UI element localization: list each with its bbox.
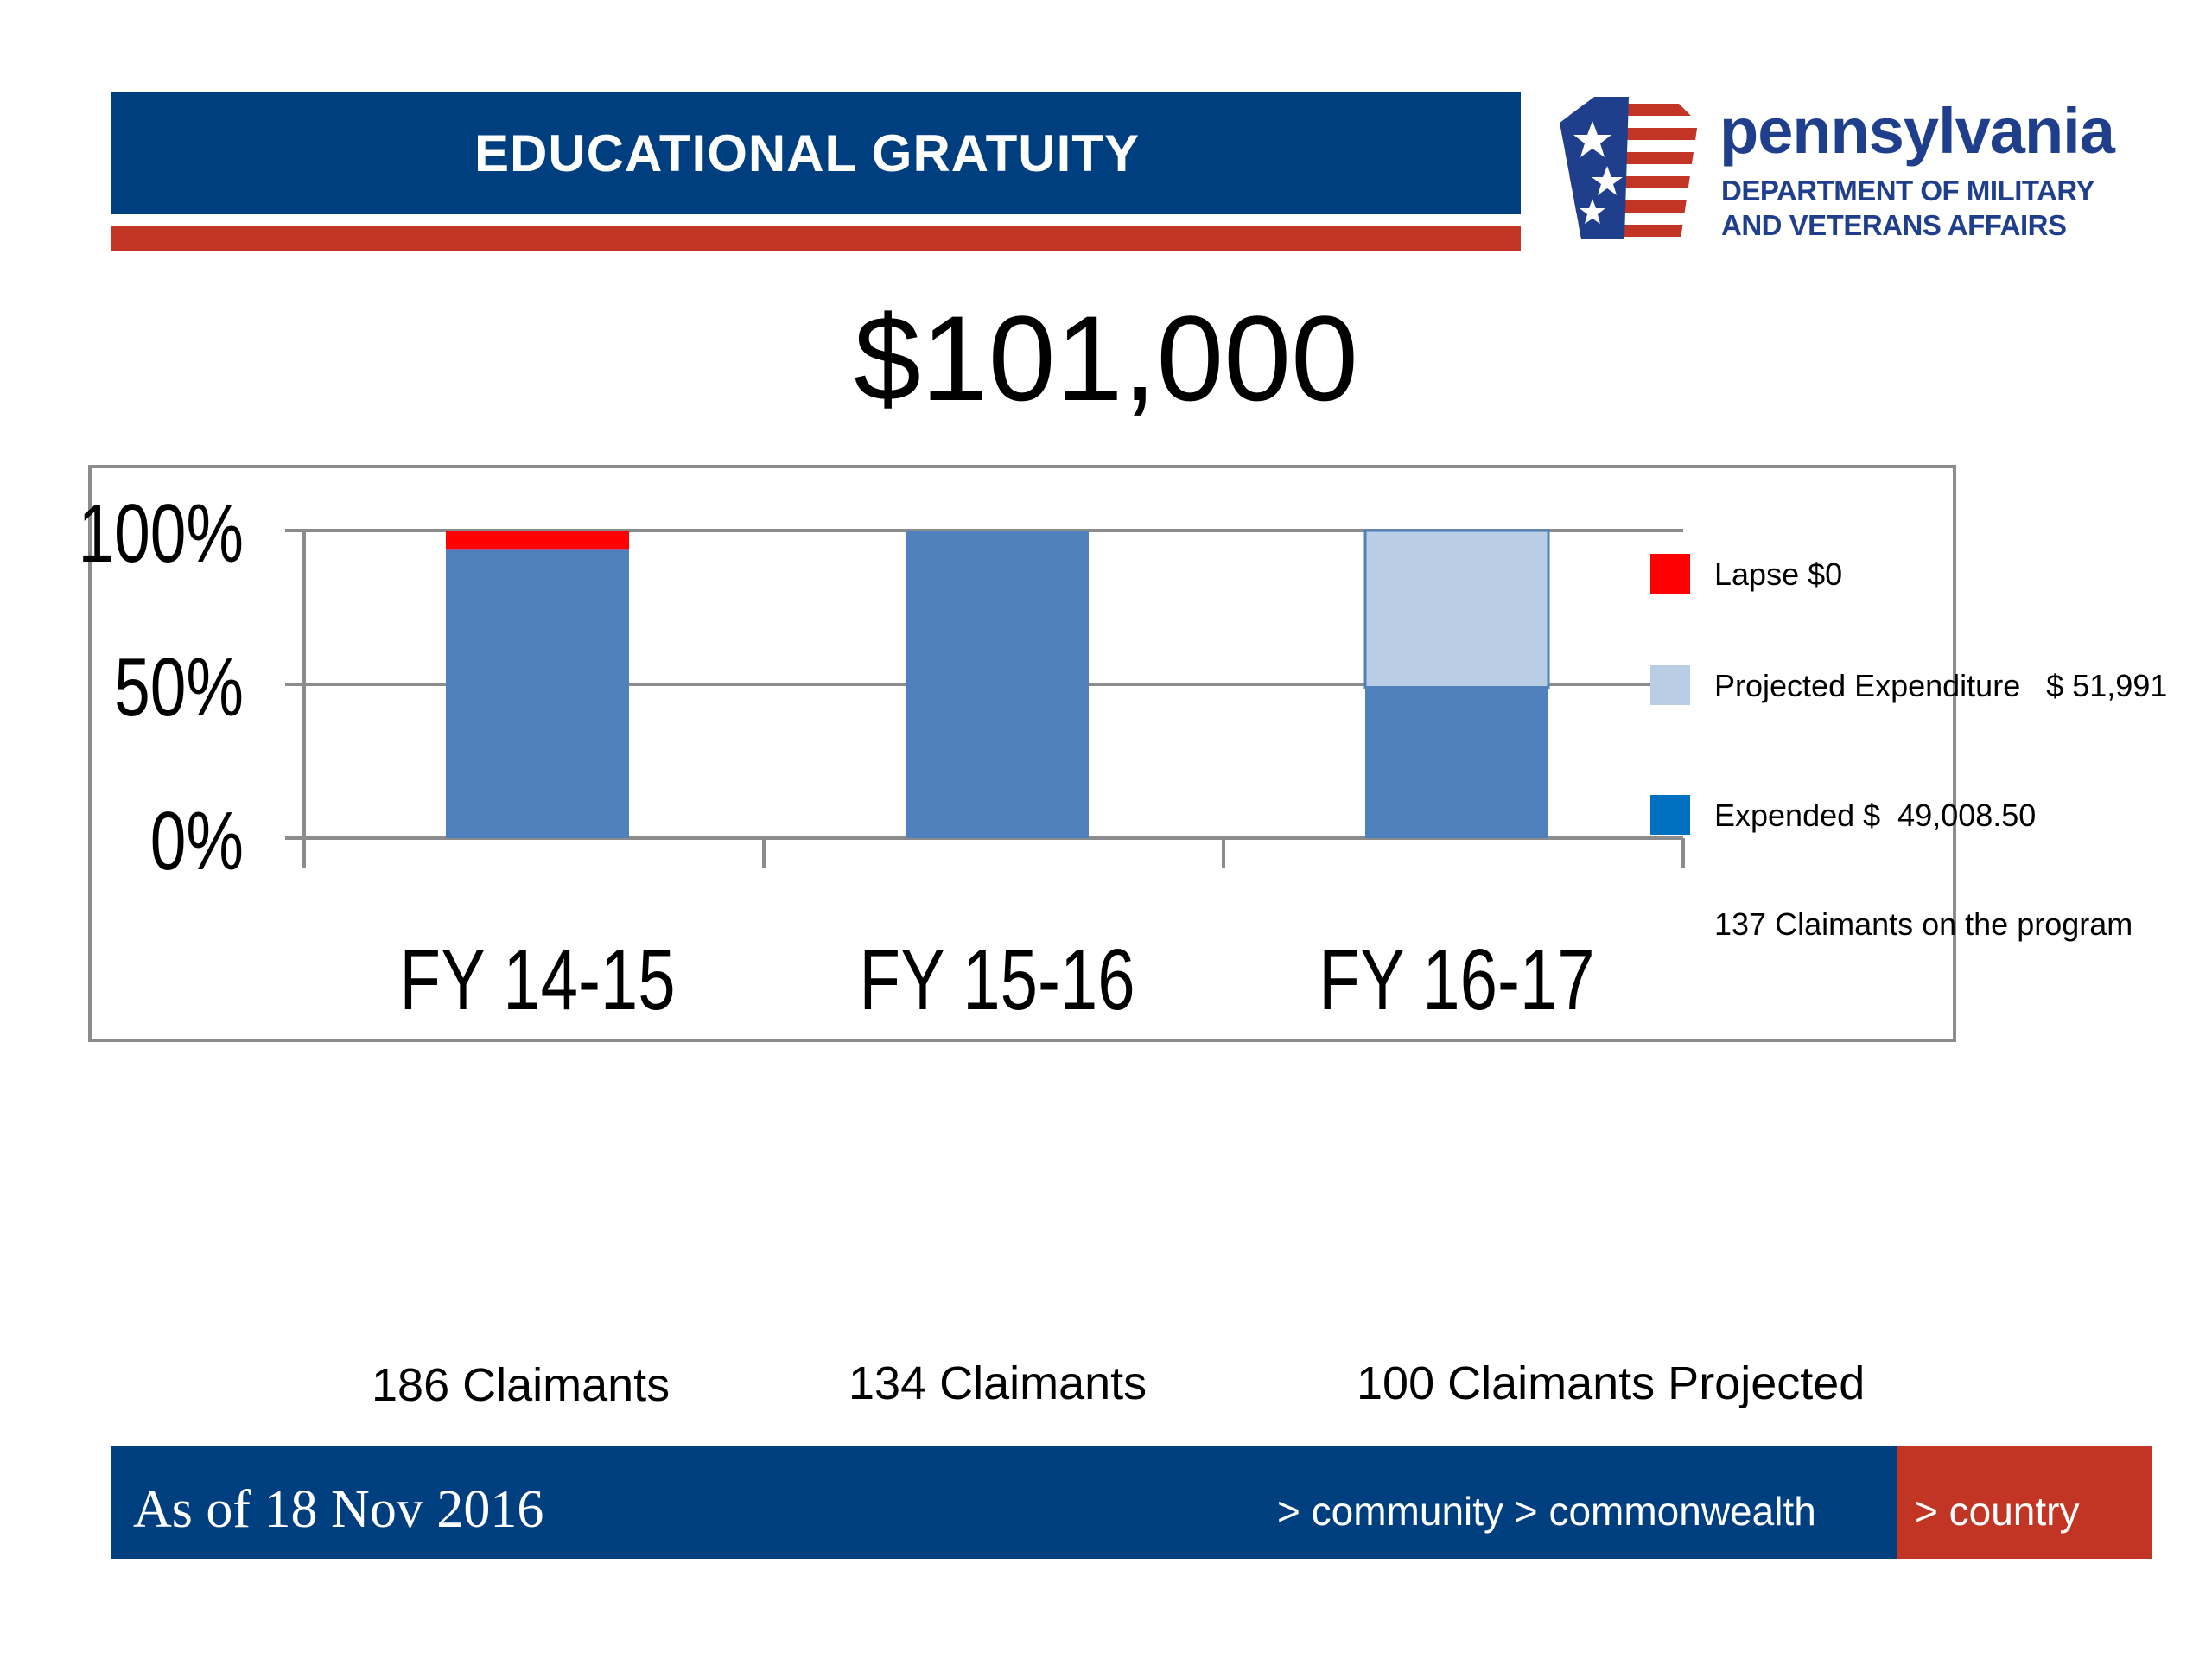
page-title: EDUCATIONAL GRATUITY bbox=[474, 124, 1140, 182]
total-amount: $101,000 bbox=[854, 290, 1358, 426]
logo-wordmark: pennsylvania bbox=[1719, 95, 2114, 167]
footer-tagline: > community > commonwealth bbox=[1277, 1489, 1816, 1534]
claimants-fy15-16: 134 Claimants bbox=[849, 1357, 1147, 1409]
x-category-label: FY 16-17 bbox=[1319, 931, 1595, 1029]
keystone-flag-icon bbox=[1560, 97, 1707, 244]
title-banner bbox=[111, 92, 1521, 214]
y-tick-label: 100% bbox=[78, 487, 244, 581]
footer-date: As of 18 Nov 2016 bbox=[133, 1480, 544, 1539]
y-tick-label: 0% bbox=[149, 795, 244, 888]
x-category-label: FY 15-16 bbox=[859, 931, 1135, 1029]
chart-frame bbox=[88, 465, 1956, 1042]
logo-dept-line1: DEPARTMENT OF MILITARY bbox=[1721, 175, 2095, 207]
logo-dept-line2: AND VETERANS AFFAIRS bbox=[1721, 209, 2067, 241]
title-red-stripe bbox=[111, 226, 1521, 251]
pa-dmva-logo bbox=[1560, 97, 2182, 252]
claimants-fy14-15: 186 Claimants bbox=[372, 1359, 671, 1411]
claimants-fy16-17: 100 Claimants Projected bbox=[1357, 1357, 1866, 1409]
legend-label: Lapse $0 bbox=[1714, 556, 1843, 592]
legend-label: Projected Expenditure $ 51,991 bbox=[1714, 668, 2168, 703]
y-tick-label: 50% bbox=[114, 641, 244, 734]
footer-tagline-country: > country bbox=[1915, 1489, 2080, 1534]
legend-label: Expended $ 49,008.50 bbox=[1714, 798, 2037, 833]
x-category-label: FY 14-15 bbox=[399, 931, 676, 1029]
chart-annotation: 137 Claimants on the program bbox=[1714, 906, 2133, 942]
